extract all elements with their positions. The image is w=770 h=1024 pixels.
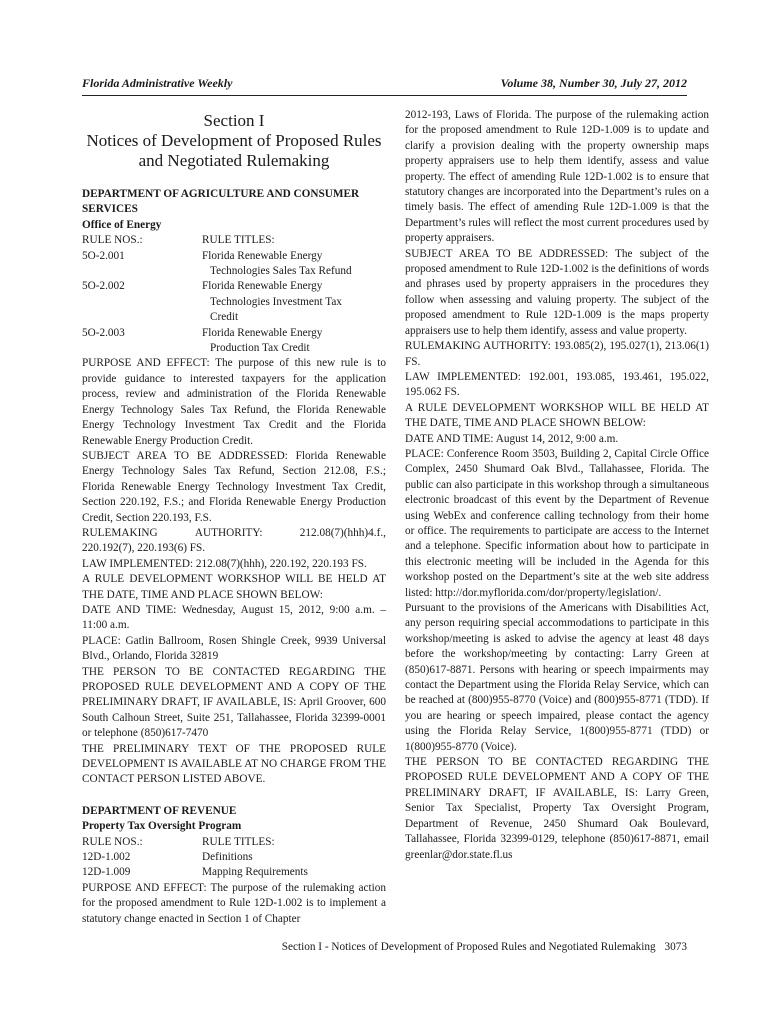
rule-title: Mapping Requirements [202,866,308,879]
law-implemented: LAW IMPLEMENTED: 192.001, 193.085, 193.461, 195.022, 195.062 FS. [405,370,709,399]
subject-paragraph: SUBJECT AREA TO BE ADDRESSED: Florida Renewable Energy Technology Sales Tax Refund, Section 212.08, F.S.; Florida Renewable Energy Technology Investment Tax Credit, Section 220.192, F.S.; and Florida Renewable Energy Production Credit, Section 220.193, F.S. [82,449,386,524]
running-header [82,76,687,91]
rule-number: 12D-1.009 [82,866,131,879]
workshop-place: PLACE: Conference Room 3503, Building 2, Capital Circle Office Complex, 2450 Shumard Oak Blvd., Tallahassee, Florida. The public can also participate in this workshop through a simultaneous electronic broadcast of this event by the Department of Revenue using WebEx and conference calling technology from their home or office. The requirements to participate are access to the Internet and a telephone. Specific information about how to participate in this electronic meeting will be included in the Agenda for this workshop posted on the Department’s site at the web site address listed: http://dor.myflorida.com/dor/property/legislation/. [405,447,709,599]
rule-title-line: Florida Renewable Energy [202,280,323,293]
rule-title [202,279,386,325]
authority-line [82,526,386,541]
rule-titles-label: RULE TITLES: [202,835,275,848]
publication-name: Florida Administrative Weekly [82,76,233,90]
authority-citation: 212.08(7)(hhh)4.f., [299,526,386,539]
rule-title: Definitions [202,851,253,864]
rule-number: 12D-1.002 [82,851,131,864]
purpose-paragraph-start: PURPOSE AND EFFECT: The purpose of the rulemaking action for the proposed amendment to Rule 12D-1.002 is to implement a statutory change enacted in Section 1 of Chapter [82,881,386,925]
rule-number: 5O-2.002 [82,280,125,293]
office-heading: Office of Energy [82,218,162,231]
issue-info: Volume 38, Number 30, July 27, 2012 [500,76,687,90]
page-footer [282,941,687,953]
workshop-notice: A RULE DEVELOPMENT WORKSHOP WILL BE HELD AT THE DATE, TIME AND PLACE SHOWN BELOW: [405,401,709,430]
workshop-notice: A RULE DEVELOPMENT WORKSHOP WILL BE HELD AT THE DATE, TIME AND PLACE SHOWN BELOW: [82,573,386,601]
footer-section-label: Section I - Notices of Development of Proposed Rules and Negotiated Rulemaking [281,941,656,953]
rule-nos-label: RULE NOS.: [82,835,143,848]
rule-title-line: Technologies Sales Tax Refund [210,265,352,278]
workshop-date: DATE AND TIME: August 14, 2012, 9:00 a.m. [405,432,619,445]
subject-paragraph: SUBJECT AREA TO BE ADDRESSED: The subject of the proposed amendment to Rule 12D-1.002 is the definitions of words and phrases used by property appraisers in the procedures they follow when assessing and valuing property. The subject of the proposed amendment to Rule 12D-1.009 is the maps property appraisers use to help them identify, assess and value property. [405,247,709,337]
rule-title-line: Florida Renewable Energy [202,326,323,339]
authority-label: RULEMAKING [82,526,158,539]
workshop-place: PLACE: Gatlin Ballroom, Rosen Shingle Creek, 9939 Universal Blvd., Orlando, Florida 32819 [82,634,386,663]
rule-nos-label: RULE NOS.: [82,234,143,247]
contact-paragraph: THE PERSON TO BE CONTACTED REGARDING THE PROPOSED RULE DEVELOPMENT AND A COPY OF THE PRELIMINARY DRAFT, IF AVAILABLE, IS: April Groover, 600 South Calhoun Street, Suite 251, Tallahassee, Florida 32399-0001 or telephone (850)617-7470 [82,665,386,740]
section-number: Section I [203,111,265,130]
rule-title [202,326,386,357]
header-divider [82,95,687,96]
rule-title [202,249,386,280]
department-line1: DEPARTMENT OF AGRICULTURE AND CONSUMER [82,188,360,200]
ada-paragraph: Pursuant to the provisions of the Americans with Disabilities Act, any person requiring special accommodations to participate in this workshop/meeting is asked to advise the agency at least 48 days before the workshop/meeting by contacting: Larry Green at (850)617-8871. Persons with hearing or speech impairments may contact the Department using the Florida Relay Service, which can be reached at (800)955-8770 (Voice) and (800)955-8771 (TDD). If you are hearing or speech impaired, please contact the agency using the Florida Relay Service, 1(800)955-8771 (TDD) or 1(800)955-8770 (Voice). [405,602,709,753]
page-number: 3073 [664,941,687,953]
rule-titles-label: RULE TITLES: [202,234,275,247]
preliminary-text-paragraph: THE PRELIMINARY TEXT OF THE PROPOSED RULE DEVELOPMENT IS AVAILABLE AT NO CHARGE FROM THE CONTACT PERSON LISTED ABOVE. [82,742,386,786]
workshop-date: DATE AND TIME: Wednesday, August 15, 2012, 9:00 a.m. – 11:00 a.m. [82,603,386,632]
rule-number: 5O-2.003 [82,326,125,339]
rule-title-line: Credit [210,311,239,324]
law-implemented: LAW IMPLEMENTED: 212.08(7)(hhh), 220.192, 220.193 FS. [82,557,367,570]
notice-spacer [82,788,386,804]
rule-list [82,835,386,881]
rule-title-line: Production Tax Credit [210,342,310,355]
right-column [405,108,709,863]
rule-title-line: Florida Renewable Energy [202,249,323,262]
section-title [82,111,386,171]
section-name-line2: and Negotiated Rulemaking [138,151,330,170]
authority-continued: 220.192(7), 220.193(6) FS. [82,542,206,555]
department-heading: DEPARTMENT OF REVENUE [82,804,237,817]
rule-list [82,233,386,356]
department-line2: SERVICES [82,203,138,216]
program-heading: Property Tax Oversight Program [82,820,242,833]
authority-paragraph: RULEMAKING AUTHORITY: 193.085(2), 195.027(1), 213.06(1) FS. [405,340,709,368]
department-heading [82,187,386,218]
rule-number: 5O-2.001 [82,249,125,262]
section-name-line1: Notices of Development of Proposed Rules [86,131,382,150]
left-column [82,108,386,927]
authority-label: AUTHORITY: [194,526,263,539]
rule-title-line: Technologies Investment Tax [210,295,342,308]
purpose-paragraph-continued: 2012-193, Laws of Florida. The purpose of the rulemaking action for the proposed amendment to Rule 12D-1.009 is to update and clarify a provision dealing with the property ownership maps property appraisers use to help them identify, assess and value property. The effect of amending Rule 12D-1.002 is to ensure that statutory changes are incorporated into the Department’s rules on a timely basis. The effect of amending Rule 12D-1.009 is that the Department’s rules will reflect the most current procedures used by property appraisers. [405,109,709,245]
contact-paragraph: THE PERSON TO BE CONTACTED REGARDING THE PROPOSED RULE DEVELOPMENT AND A COPY OF THE PRELIMINARY DRAFT, IF AVAILABLE, IS: Larry Green, Senior Tax Specialist, Property Tax Oversight Program, Department of Revenue, 2450 Shumard Oak Boulevard, Tallahassee, Florida 32399-0129, telephone (850)617-8871, email greenlar@dor.state.fl.us [405,756,709,861]
purpose-paragraph: PURPOSE AND EFFECT: The purpose of this new rule is to provide guidance to interested taxpayers for the application process, review and administration of the Florida Renewable Energy Technology Sales Tax Refund, the Florida Renewable Energy Technology Investment Tax Credit and the Florida Renewable Energy Production Credit. [82,357,386,447]
